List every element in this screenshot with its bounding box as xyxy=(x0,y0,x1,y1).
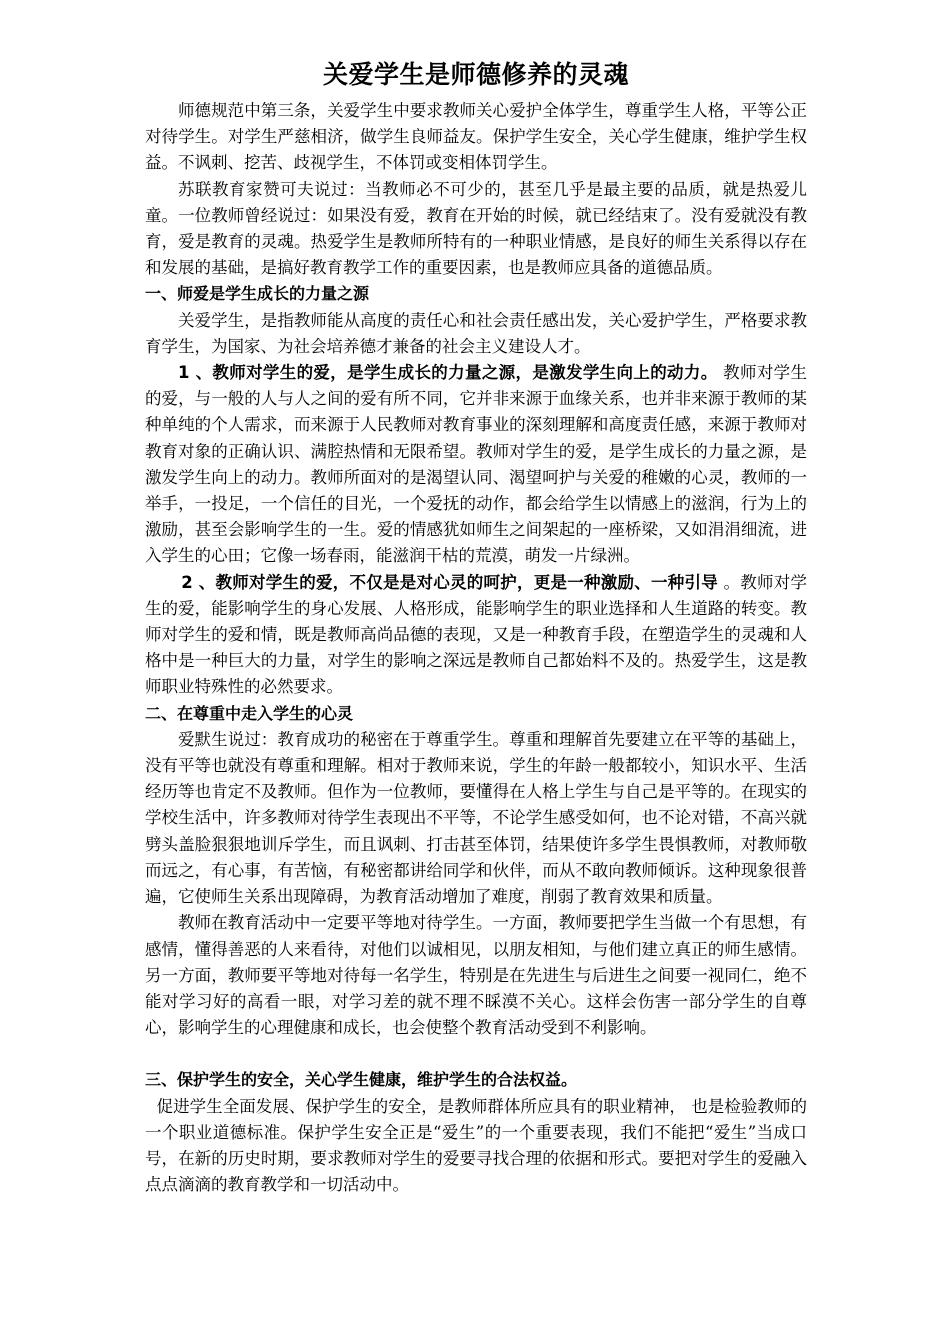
section-1-point-2 xyxy=(145,570,807,701)
intro-paragraph-2: 苏联教育家赞可夫说过：当教师必不可少的，甚至几乎是最主要的品质，就是热爱儿童。一位教师曾经说过：如果没有爱，教育在开始的时候，就已经结束了。没有爱就没有教育，爱是教育的灵魂。热爱学生是教师所特有的一种职业情感，是良好的师生关系得以存在和发展的基础，是搞好教育教学工作的重要因素，也是教师应具备的道德品质。 xyxy=(145,179,807,278)
document-page xyxy=(145,58,807,1198)
section-1-point-1-lead: 1 、教师对学生的爱，是学生成长的力量之源，是激发学生向上的动力。 xyxy=(178,363,718,383)
section-3-paragraph-1: 促进学生全面发展、保护学生的安全，是教师群体所应具有的职业精神， 也是检验教师的一个职业道德标准。保护学生安全正是“爱生”的一个重要表现，我们不能把“爱生”当成口号，在新的历史时期，要求教师对学生的爱要寻找合理的依据和形式。要把对学生的爱融入点点滴滴的教育教学和一切活动中。 xyxy=(145,1096,807,1195)
section-2-paragraph-2: 教师在教育活动中一定要平等地对待学生。一方面，教师要把学生当做一个有思想，有感情，懂得善恶的人来看待，对他们以诚相见，以朋友相知，与他们建立真正的师生感情。另一方面，教师要平等地对待每一名学生，特别是在先进生与后进生之间要一视同仁，绝不能对学习好的高看一眼，对学习差的就不理不睬漠不关心。这样会伤害一部分学生的自尊心，影响学生的心理健康和成长，也会使整个教育活动受到不利影响。 xyxy=(145,913,807,1038)
section-2-paragraph-1: 爱默生说过：教育成功的秘密在于尊重学生。尊重和理解首先要建立在平等的基础上，没有平等也就没有尊重和理解。相对于教师来说，学生的年龄一般都较小，知识水平、生活经历等也肯定不及教师。但作为一位教师，要懂得在人格上学生与自己是平等的。在现实的学校生活中，许多教师对待学生表现出不平等，不论学生感受如何，也不论对错，不高兴就劈头盖脸狠狠地训斥学生，而且讽刺、打击甚至体罚，结果使许多学生畏惧教师，对教师敬而远之，有心事，有苦恼，有秘密都讲给同学和伙伴，而从不敢向教师倾诉。这种现象很普遍，它使师生关系出现障碍，为教育活动增加了难度，削弱了教育效果和质量。 xyxy=(145,729,807,907)
section-1-point-2-text: 。教师对学生的爱，能影响学生的身心发展、人格形成，能影响学生的职业选择和人生道路的转变。教师对学生的爱和情，既是教师高尚品德的表现，又是一种教育手段，在塑造学生的灵魂和人格中是一种巨大的力量，对学生的影响之深远是教师自己都始料不及的。热爱学生，这是教师职业特殊性的必然要求。 xyxy=(145,572,807,697)
section-1-heading: 一、师爱是学生成长的力量之源 xyxy=(145,284,370,304)
section-2-heading: 二、在尊重中走入学生的心灵 xyxy=(145,703,354,723)
blank-line xyxy=(145,1041,807,1067)
section-1-point-1 xyxy=(145,360,807,570)
section-1-point-1-text: 教师对学生的爱，与一般的人与人之间的爱有所不同，它并非来源于血缘关系，也并非来源于教师的某种单纯的个人需求，而来源于人民教师对教育事业的深刻理解和高度责任感，来源于教师对教育对象的正确认识、满腔热情和无限希望。教师对学生的爱，是学生成长的力量之源，是激发学生向上的动力。教师所面对的是渴望认同、渴望呵护与关爱的稚嫩的心灵，教师的一举手，一投足，一个信任的目光，一个爱抚的动作，都会给学生以情感上的滋润，行为上的激励，甚至会影响学生的一生。爱的情感犹如师生之间架起的一座桥梁，又如涓涓细流，进入学生的心田；它像一场春雨，能滋润干枯的荒漠，萌发一片绿洲。 xyxy=(145,363,807,566)
section-1-paragraph-1: 关爱学生，是指教师能从高度的责任心和社会责任感出发，关心爱护学生，严格要求教育学生，为国家、为社会培养德才兼备的社会主义建设人才。 xyxy=(145,310,807,356)
intro-paragraph-1: 师德规范中第三条，关爱学生中要求教师关心爱护全体学生，尊重学生人格，平等公正对待学生。对学生严慈相济，做学生良师益友。保护学生安全，关心学生健康，维护学生权益。不讽刺、挖苦、歧视学生，不体罚或变相体罚学生。 xyxy=(145,101,807,173)
section-1-point-2-lead: 2 、教师对学生的爱，不仅是是对心灵的呵护，更是一种激励、一种引导 xyxy=(181,572,718,592)
document-title: 关爱学生是师德修养的灵魂 xyxy=(322,60,629,89)
section-3-heading: 三、保护学生的安全，关心学生健康，维护学生的合法权益。 xyxy=(145,1070,578,1090)
